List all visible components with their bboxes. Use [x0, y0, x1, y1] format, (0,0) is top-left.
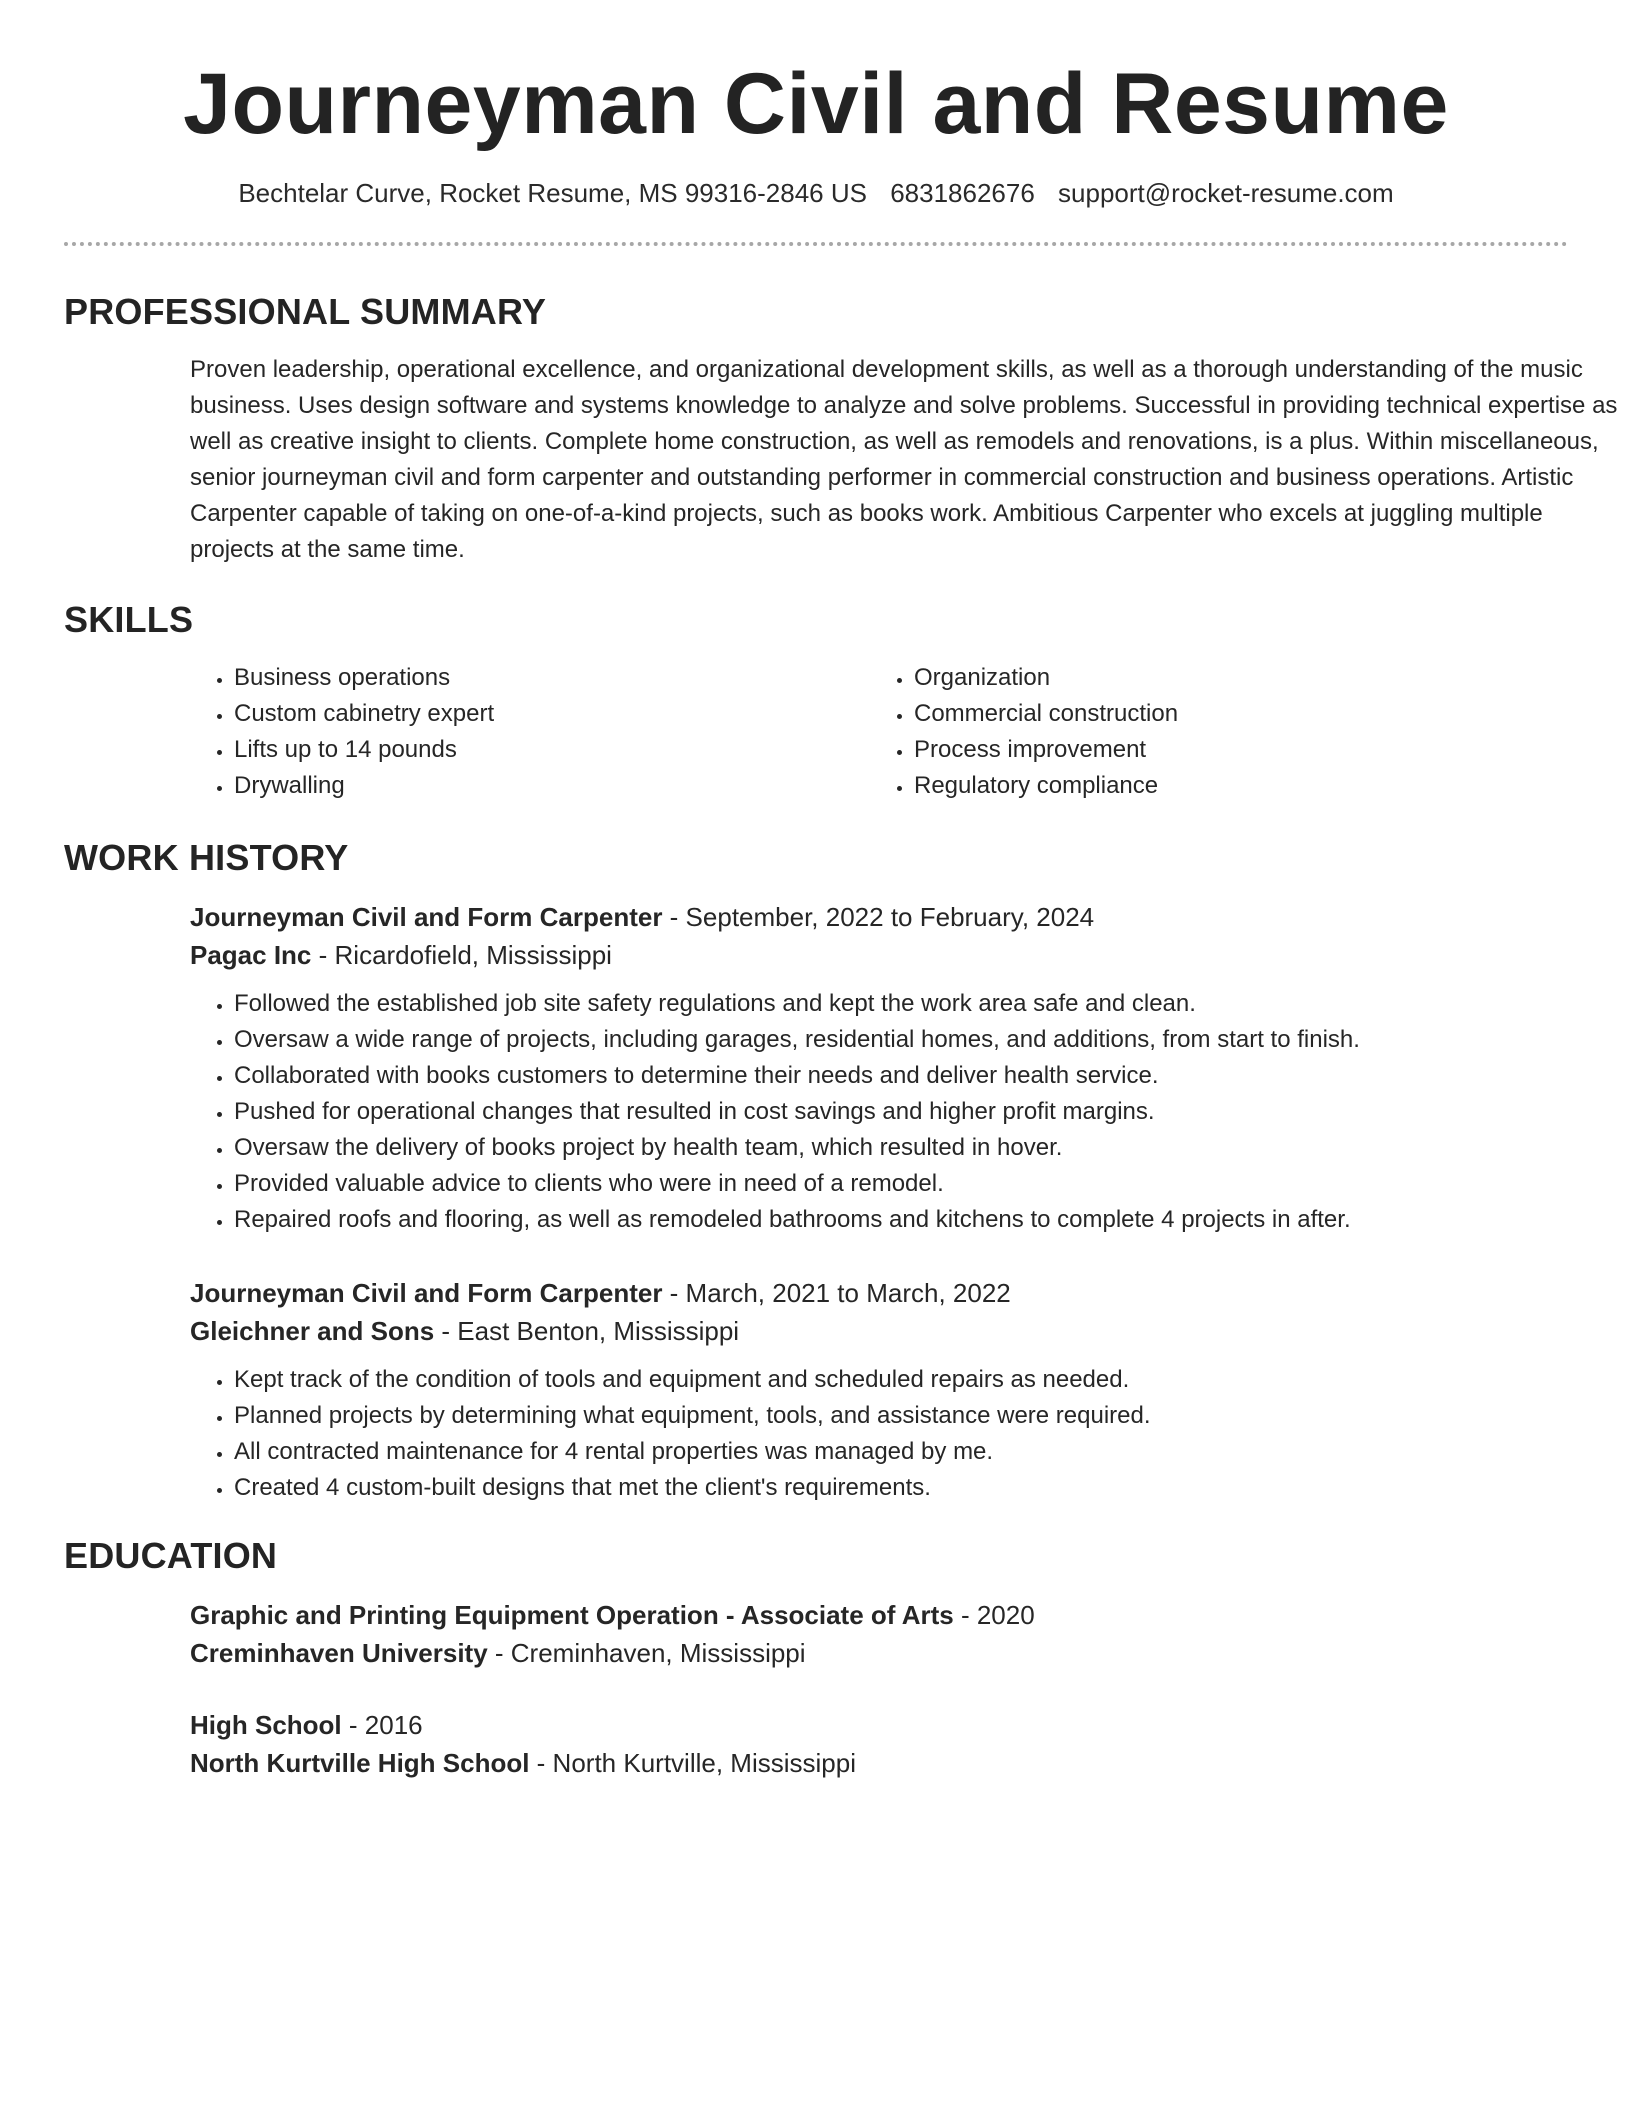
school-location: - North Kurtville, Mississippi: [529, 1748, 856, 1778]
skill-item: • Process improvement: [914, 732, 1550, 768]
job-bullet: • Repaired roofs and flooring, as well as remodeled bathrooms and kitchens to complete 4 projects in after.: [234, 1202, 1568, 1238]
skills-grid: [190, 660, 1568, 804]
candidate-name: Journeyman Civil and Resume: [183, 56, 1449, 152]
school-line: [190, 1744, 1568, 1782]
skill-item: • Lifts up to 14 pounds: [234, 732, 870, 768]
job-bullets: [190, 986, 1568, 1238]
header-divider: [64, 242, 1568, 246]
job-bullet: • All contracted maintenance for 4 rental properties was managed by me.: [234, 1434, 1568, 1470]
job-bullet: • Followed the established job site safety regulations and kept the work area safe and clean.: [234, 986, 1568, 1022]
degree-line: [190, 1596, 1568, 1634]
section-title: EDUCATION: [64, 1535, 278, 1576]
school-location: - Creminhaven, Mississippi: [487, 1638, 806, 1668]
job-dates: - March, 2021 to March, 2022: [662, 1278, 1011, 1308]
job-bullet: • Created 4 custom-built designs that met the client's requirements.: [234, 1470, 1568, 1506]
work-history-body: [190, 898, 1568, 1506]
job-company-line: [190, 936, 1568, 974]
job-bullet: • Oversaw a wide range of projects, including garages, residential homes, and additions, from start to finish.: [234, 1022, 1568, 1058]
section-title: WORK HISTORY: [64, 837, 349, 878]
degree-year: - 2020: [953, 1600, 1035, 1630]
company-location: - Ricardofield, Mississippi: [311, 940, 612, 970]
skill-item: • Drywalling: [234, 768, 870, 804]
job-bullet: • Planned projects by determining what equipment, tools, and assistance were required.: [234, 1398, 1568, 1434]
company-name: Pagac Inc: [190, 940, 312, 970]
skills-list-right: [870, 660, 1550, 804]
skill-item: • Commercial construction: [914, 696, 1550, 732]
skill-item: • Regulatory compliance: [914, 768, 1550, 804]
degree-line: [190, 1706, 1568, 1744]
school-name: North Kurtville High School: [190, 1748, 530, 1778]
professional-summary-section: [64, 290, 1618, 568]
job-bullet: • Pushed for operational changes that resulted in cost savings and higher profit margins.: [234, 1094, 1568, 1130]
job-dates: - September, 2022 to February, 2024: [662, 902, 1095, 932]
skill-item: • Business operations: [234, 660, 870, 696]
job-title: Journeyman Civil and Form Carpenter: [190, 1278, 663, 1308]
skill-item: • Custom cabinetry expert: [234, 696, 870, 732]
degree-name: High School: [190, 1710, 342, 1740]
job-title-line: [190, 1274, 1568, 1312]
job-bullet: • Oversaw the delivery of books project by health team, which resulted in hover.: [234, 1130, 1568, 1166]
job-entry: [190, 1274, 1568, 1506]
job-bullets: [190, 1362, 1568, 1506]
company-location: - East Benton, Mississippi: [434, 1316, 740, 1346]
address: Bechtelar Curve, Rocket Resume, MS 99316-2846 US: [238, 178, 867, 208]
education-entry: [190, 1596, 1568, 1672]
summary-text: Proven leadership, operational excellence, and organizational development skills, as well as a thorough understanding of the music business. Uses design software and systems knowledge to analyze and solve problems. Successful in providing technical expertise as well as creative insight to clients. Complete home construction, as well as remodels and renovations, is a plus. Within miscellaneous, senior journeyman civil and form carpenter and outstanding performer in commercial construction and business operations. Artistic Carpenter capable of taking on one-of-a-kind projects, such as books work. Ambitious Carpenter who excels at juggling multiple projects at the same time.: [190, 356, 1618, 563]
contact-line: [64, 176, 1568, 210]
job-title-line: [190, 898, 1568, 936]
skill-item: • Organization: [914, 660, 1550, 696]
resume-header: [64, 0, 1568, 210]
skills-list-left: [190, 660, 870, 804]
job-bullet: • Provided valuable advice to clients who were in need of a remodel.: [234, 1166, 1568, 1202]
school-name: Creminhaven University: [190, 1638, 488, 1668]
education-section: [64, 1534, 1568, 1782]
job-company-line: [190, 1312, 1568, 1350]
summary-body: [190, 352, 1618, 568]
degree-name: Graphic and Printing Equipment Operation - Associate of Arts: [190, 1600, 954, 1630]
job-entry: [190, 898, 1568, 1238]
school-line: [190, 1634, 1568, 1672]
skills-section: [64, 598, 1568, 804]
section-title: PROFESSIONAL SUMMARY: [64, 291, 547, 332]
phone-number: 6831862676: [890, 178, 1035, 208]
education-entry: [190, 1706, 1568, 1782]
job-bullet: • Kept track of the condition of tools and equipment and scheduled repairs as needed.: [234, 1362, 1568, 1398]
degree-year: - 2016: [341, 1710, 423, 1740]
education-body: [190, 1596, 1568, 1782]
work-history-section: [64, 836, 1568, 1506]
email-address: support@rocket-resume.com: [1058, 178, 1394, 208]
section-title: SKILLS: [64, 599, 194, 640]
company-name: Gleichner and Sons: [190, 1316, 435, 1346]
job-title: Journeyman Civil and Form Carpenter: [190, 902, 663, 932]
job-bullet: • Collaborated with books customers to determine their needs and deliver health service.: [234, 1058, 1568, 1094]
